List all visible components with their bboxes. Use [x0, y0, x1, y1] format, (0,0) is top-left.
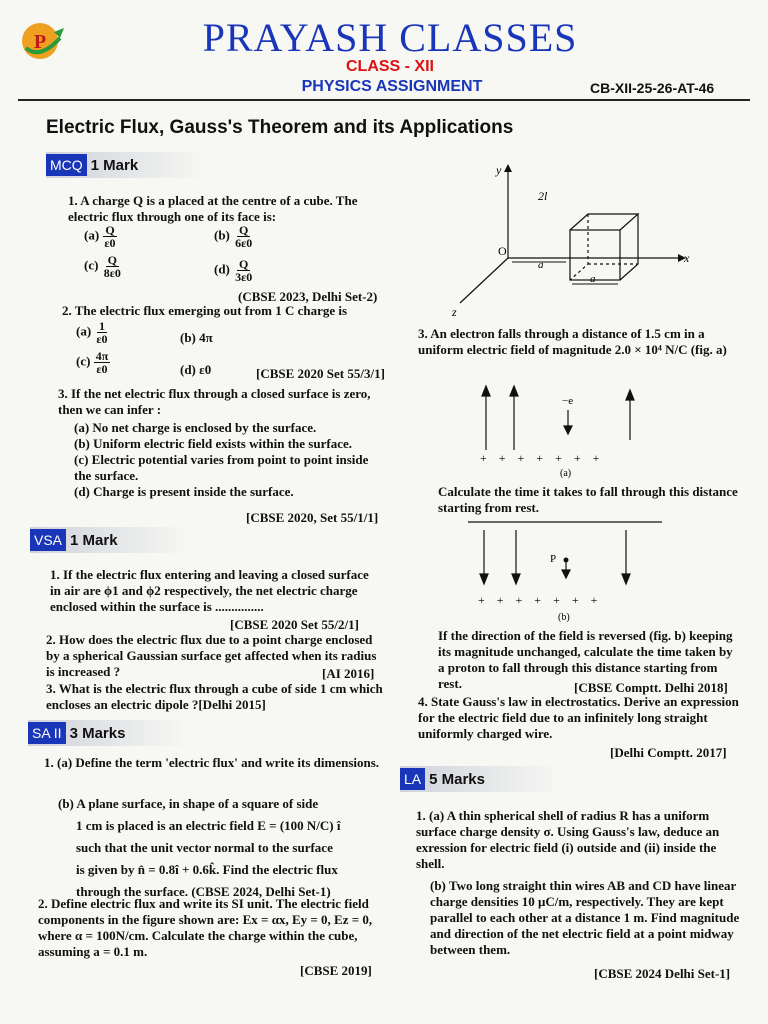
figure-b-charge-label: P — [550, 553, 557, 565]
sa2-question-1a: 1. (a) Define the term 'electric flux' and write its dimensions. — [44, 755, 380, 770]
mcq-q1-option-c: (c) $\frac{Q}{8\varepsilon 0}$ — [84, 253, 121, 280]
mcq-q2-option-b: (b) 4π — [180, 330, 213, 345]
sa2-section-header — [28, 720, 188, 746]
vsa-q1-reference: [CBSE 2020 Set 55/2/1] — [230, 617, 359, 632]
mcq-q3-option-c: (c) Electric potential varies from point to point inside the surface. — [74, 452, 369, 483]
figure-b-proton — [564, 558, 569, 563]
z-axis — [460, 258, 508, 303]
mcq-q1-option-d: (d) $\frac{Q}{3\varepsilon 0}$ — [214, 257, 253, 284]
vsa-marks: 1 Mark — [70, 531, 118, 549]
mcq-q2-option-c: (c) $\frac{4\pi}{\varepsilon 0}$ — [76, 349, 109, 376]
svg-text:P: P — [33, 31, 47, 53]
mcq-q3-reference: [CBSE 2020, Set 55/1/1] — [246, 510, 379, 525]
vsa-question-3: 3. What is the electric flux through a cube of side 1 cm which encloses an electric dipole ?[Delhi 2015] — [46, 681, 383, 712]
mcq-badge: MCQ — [46, 154, 87, 176]
mcq-section-header — [46, 152, 206, 178]
mcq-q3-option-a: (a) No net charge is enclosed by the surface. — [74, 420, 317, 435]
sa2-question-2: 2. Define electric flux and write its SI unit. The electric field components in the figure shown are: Ex = αx, Ey = 0, Ez = 0, where α = 100N/cm. Calculate the charge within the cube, assuming a = 0.1 m. — [38, 896, 373, 959]
x-axis-label: x — [684, 251, 690, 265]
label-2l: 2l — [538, 189, 548, 203]
right-q4-reference: [Delhi Comptt. 2017] — [610, 745, 727, 760]
sa2-q1b-reference: (CBSE 2024, Delhi Set-1) — [191, 884, 331, 899]
right-question-3-mid: Calculate the time it takes to fall through this distance starting from rest. — [438, 484, 738, 515]
mcq-question-3: 3. If the net electric flux through a closed surface is zero, then we can infer : — [58, 386, 371, 417]
dim-a-left-label: a — [538, 259, 544, 271]
prayash-logo — [20, 18, 66, 64]
figure-b-caption: (b) — [558, 612, 570, 623]
mcq-q3-options — [74, 420, 386, 500]
la-question-1a: 1. (a) A thin spherical shell of radius R has a uniform surface charge density σ. Using Gauss's law, deduce an exression for electric field (i) outside and (ii) inside the shell. — [416, 808, 720, 871]
mcq-q2-option-d: (d) ε0 — [180, 362, 212, 377]
vsa-question-1: 1. If the electric flux entering and leaving a closed surface in air are ϕ1 and ϕ2 respectively, the net electric charge enclosed within the surface is ............... — [50, 567, 369, 614]
z-axis-label: z — [452, 305, 457, 318]
mcq-marks: 1 Mark — [90, 156, 139, 174]
sa2-q2-reference: [CBSE 2019] — [300, 963, 372, 978]
page-title: Electric Flux, Gauss's Theorem and its Applications — [46, 117, 514, 138]
class-label: CLASS - XII — [345, 58, 434, 75]
la-q1-reference: [CBSE 2024 Delhi Set-1] — [594, 966, 731, 981]
cube-diagram — [440, 158, 710, 318]
y-axis-arrow — [504, 164, 512, 172]
assignment-code: CB-XII-25-26-AT-46 — [590, 80, 715, 96]
mcq-q2-reference: [CBSE 2020 Set 55/3/1] — [256, 366, 385, 381]
mcq-q2-option-a: (a) $\frac{1}{\varepsilon 0}$ — [76, 319, 108, 346]
origin-label: O — [498, 244, 507, 258]
mcq-question-1: 1. A charge Q is a placed at the centre of a cube. The electric flux through one of its face is: — [68, 193, 358, 224]
figure-a — [470, 370, 660, 480]
y-axis-label: y — [496, 163, 502, 177]
header-divider — [18, 99, 750, 101]
sa2-question-1b: (b) A plane surface, in shape of a square of side 1 cm is placed is an electric field E = (100 N/C) î such that the unit vector normal to the surface is given by n̂ = 0.8î + 0.6k̂. Find the electric flux through the surface. (CBSE 2024, Delhi Set-1) — [58, 796, 341, 899]
brand-name: PRAYASH CLASSES — [202, 15, 578, 60]
cube-shape — [570, 214, 638, 280]
sa2-marks: 3 Marks — [69, 724, 126, 742]
figure-b-plate: + + + + + + + — [478, 593, 598, 607]
right-question-4: 4. State Gauss's law in electrostatics. Derive an expression for the electric field due to an infinitely long straight uniformly charged wire. — [418, 694, 739, 741]
vsa-section-header — [30, 527, 190, 553]
vsa-badge: VSA — [30, 529, 66, 551]
mcq-q1-option-a: (a) $\frac{Q}{\varepsilon 0}$ — [84, 223, 116, 250]
figure-a-caption: (a) — [560, 468, 572, 479]
right-question-3: 3. An electron falls through a distance of 1.5 cm in a uniform electric field of magnitude 2.0 × 10⁴ N/C (fig. a) — [418, 326, 727, 357]
right-question-3-end: If the direction of the field is reversed (fig. b) keeping its magnitude unchanged, calculate the time taken by a proton to fall through this distance starting from rest. — [438, 628, 733, 691]
figure-a-plate: + + + + + + + — [480, 451, 600, 465]
vsa-question-2: 2. How does the electric flux due to a point charge enclosed by a spherical Gaussian surface get affected when its radius is increased ? — [46, 632, 377, 679]
mcq-question-2: 2. The electric flux emerging out from 1 C charge is — [62, 303, 348, 318]
subject-label: PHYSICS ASSIGNMENT — [301, 78, 483, 95]
figure-b — [462, 516, 672, 626]
figure-a-charge-label: −e — [562, 395, 574, 407]
mcq-q1-option-b: (b) $\frac{Q}{6\varepsilon 0}$ — [214, 223, 253, 250]
vsa-q2-reference: [AI 2016] — [322, 666, 375, 681]
mcq-q3-option-d: (d) Charge is present inside the surface. — [74, 484, 294, 499]
la-question-1b: (b) Two long straight thin wires AB and CD have linear charge densities 10 μC/m, respectively. They are kept parallel to each other at a distance 1 m. Find magnitude and direction of the net electric field at a point midway between them. — [430, 878, 740, 957]
la-badge: LA — [400, 768, 425, 790]
figure-a-field-lines — [482, 386, 634, 450]
mcq-q1-reference: (CBSE 2023, Delhi Set-2) — [238, 289, 378, 304]
sa2-badge: SA II — [28, 722, 66, 744]
la-section-header — [400, 766, 560, 792]
mcq-q3-option-b: (b) Uniform electric field exists within the surface. — [74, 436, 352, 451]
right-q3-reference: [CBSE Comptt. Delhi 2018] — [574, 680, 728, 695]
la-marks: 5 Marks — [429, 770, 485, 788]
dim-a-bottom-label: a — [590, 273, 596, 285]
